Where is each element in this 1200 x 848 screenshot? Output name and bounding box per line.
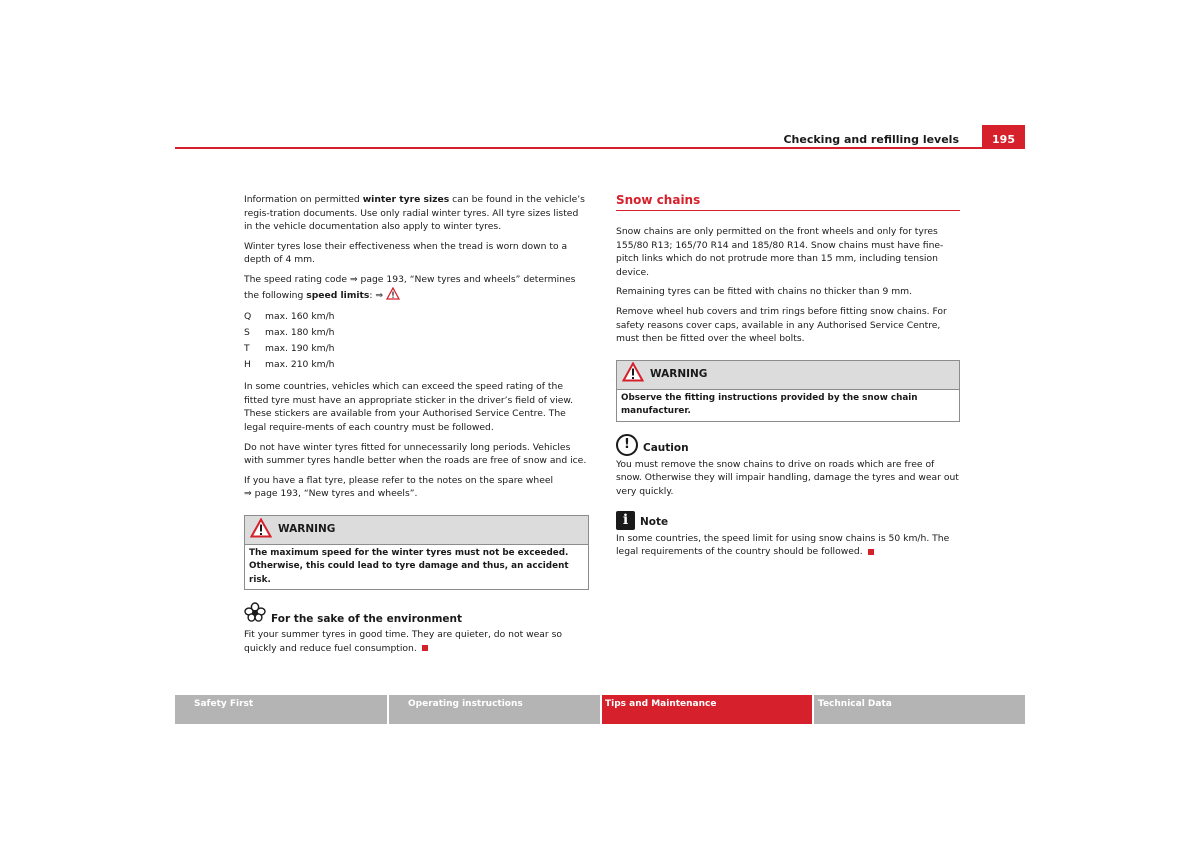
bold-winter-tyre-sizes: winter tyre sizes (362, 194, 450, 205)
tab-tips-and-maintenance[interactable]: Tips and Maintenance (602, 695, 812, 724)
caution-heading: ! Caution (616, 434, 960, 456)
bold-speed-limits: speed limits (306, 289, 370, 301)
tab-safety-first[interactable]: Safety First (175, 695, 387, 724)
paragraph-tread-depth: Winter tyres lose their effectiveness when the tread is worn down to a depth of 4 mm. (244, 240, 568, 266)
right-column (616, 193, 960, 565)
warning-box (616, 360, 960, 422)
paragraph-permitted-tyres: Snow chains are only permitted on the front wheels and only for tyres 155/80 R13; 165/70 R14 and 185/80 R14. Snow chains must have fine-pitch links which do not protrude more than 15 mm, including tension device. (616, 226, 944, 278)
end-marker (422, 645, 428, 651)
warning-box (244, 515, 589, 591)
environment-text: Fit your summer tyres in good time. They are quieter, do not wear so quickly and reduce fuel consumption. (244, 629, 563, 654)
left-column (244, 193, 589, 661)
environment-heading: For the sake of the environment (244, 602, 589, 627)
paragraph-winter-tyre-sizes: Information on permitted winter tyre sizes can be found in the vehicle’s regis-tration documents. Use only radial winter tyres. All tyre sizes listed in the vehicle documentation also apply to winter tyres. (244, 194, 585, 233)
chapter-title: Checking and refilling levels (783, 133, 959, 146)
list-item: Q max. 160 km/h (244, 311, 335, 323)
paragraph-speed-rating: The speed rating code ⇒ page 193, “New tyres and wheels” determines the following speed limits: ⇒ (244, 273, 589, 304)
list-item: H max. 210 km/h (244, 359, 335, 371)
header-rule (175, 147, 1025, 149)
paragraph-hub-covers: Remove wheel hub covers and trim rings before fitting snow chains. For safety reasons cover caps, available in any Authorised Service Centre, must then be fitted over the wheel bolts. (616, 305, 947, 345)
warning-triangle-icon (386, 287, 400, 305)
end-marker (868, 549, 874, 555)
warning-triangle-icon (622, 362, 650, 387)
paragraph-remaining-tyres: Remaining tyres can be fitted with chains no thicker than 9 mm. (616, 286, 913, 298)
page-number: 195 (982, 125, 1025, 149)
warning-title: WARNING (650, 367, 708, 380)
paragraph-long-periods: Do not have winter tyres fitted for unnecessarily long periods. Vehicles with summer tyres handle better when the roads are free of snow and ice. (244, 441, 587, 467)
note-heading: i Note (616, 511, 960, 530)
info-icon: i (616, 511, 635, 530)
warning-header (617, 361, 959, 390)
warning-text: Observe the fitting instructions provided by the snow chain manufacturer. (621, 392, 918, 417)
paragraph-sticker: In some countries, vehicles which can exceed the speed rating of the fitted tyre must have an appropriate sticker in the driver’s field of view. These stickers are available from your Authorised Service Centre. The legal require-ments of each country must be followed. (244, 381, 573, 433)
list-item: T max. 190 km/h (244, 343, 335, 355)
warning-text: The maximum speed for the winter tyres must not be exceeded. Otherwise, this could lead to tyre damage and thus, an accident risk. (249, 547, 569, 585)
paragraph-flat-tyre: If you have a flat tyre, please refer to the notes on the spare wheel ⇒ page 193, “New tyres and wheels”. (244, 474, 554, 500)
speed-limit-list (244, 310, 589, 374)
section-title-snow-chains: Snow chains (616, 193, 960, 211)
note-text: In some countries, the speed limit for using snow chains is 50 km/h. The legal requirements of the country should be followed. (616, 532, 950, 558)
warning-triangle-icon (250, 518, 278, 543)
tab-operating-instructions[interactable]: Operating instructions (389, 695, 600, 724)
caution-text: You must remove the snow chains to drive on roads which are free of snow. Otherwise they will impair handling, damage the tyres and wear out very quickly. (616, 458, 959, 497)
tab-technical-data[interactable]: Technical Data (814, 695, 1025, 724)
footer-nav (175, 695, 1025, 724)
flower-icon (244, 602, 266, 627)
exclamation-circle-icon: ! (616, 434, 638, 456)
warning-header (245, 516, 588, 545)
list-item: S max. 180 km/h (244, 327, 335, 339)
warning-title: WARNING (278, 523, 336, 536)
